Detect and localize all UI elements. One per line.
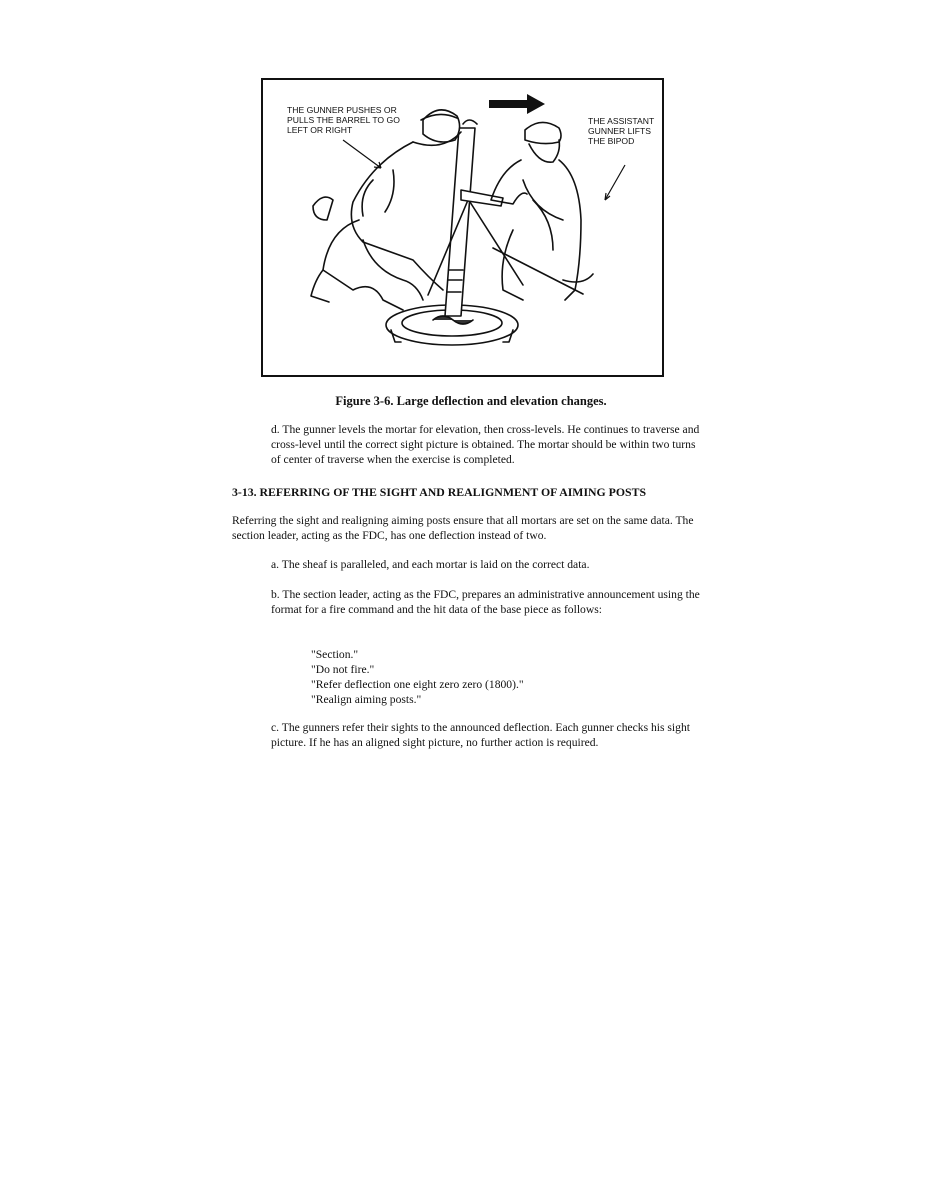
command-line: "Section."	[311, 648, 359, 661]
paragraph-d: d. The gunner levels the mortar for elevation, then cross-levels. He continues to traverse and cross-level until the correct sight picture is obtained. The mortar should be within two turns of center of traverse when the exercise is completed.	[271, 423, 700, 466]
callout-gunner: THE GUNNER PUSHES OR PULLS THE BARREL TO GO LEFT OR RIGHT	[287, 105, 400, 135]
section-heading: 3-13. REFERRING OF THE SIGHT AND REALIGNMENT OF AIMING POSTS	[232, 485, 647, 499]
callout-assistant-gunner: THE ASSISTANT GUNNER LIFTS THE BIPOD	[588, 116, 655, 146]
figure-caption: Figure 3-6. Large deflection and elevation changes.	[335, 394, 607, 408]
paragraph-a: a. The sheaf is paralleled, and each mortar is laid on the correct data.	[271, 558, 590, 571]
paragraph-b: b. The section leader, acting as the FDC, prepares an administrative announcement using the format for a fire command and the hit data of the base piece as follows:	[271, 588, 700, 616]
command-line: "Do not fire."	[311, 663, 375, 676]
command-line: "Realign aiming posts."	[311, 693, 422, 706]
command-line: "Refer deflection one eight zero zero (1800)."	[311, 678, 524, 691]
figure-3-6	[261, 78, 664, 377]
paragraph-c: c. The gunners refer their sights to the announced deflection. Each gunner checks his sight picture. If he has an aligned sight picture, no further action is required.	[271, 721, 690, 749]
intro-paragraph: Referring the sight and realigning aiming posts ensure that all mortars are set on the same data. The section leader, acting as the FDC, has one deflection instead of two.	[232, 514, 694, 542]
